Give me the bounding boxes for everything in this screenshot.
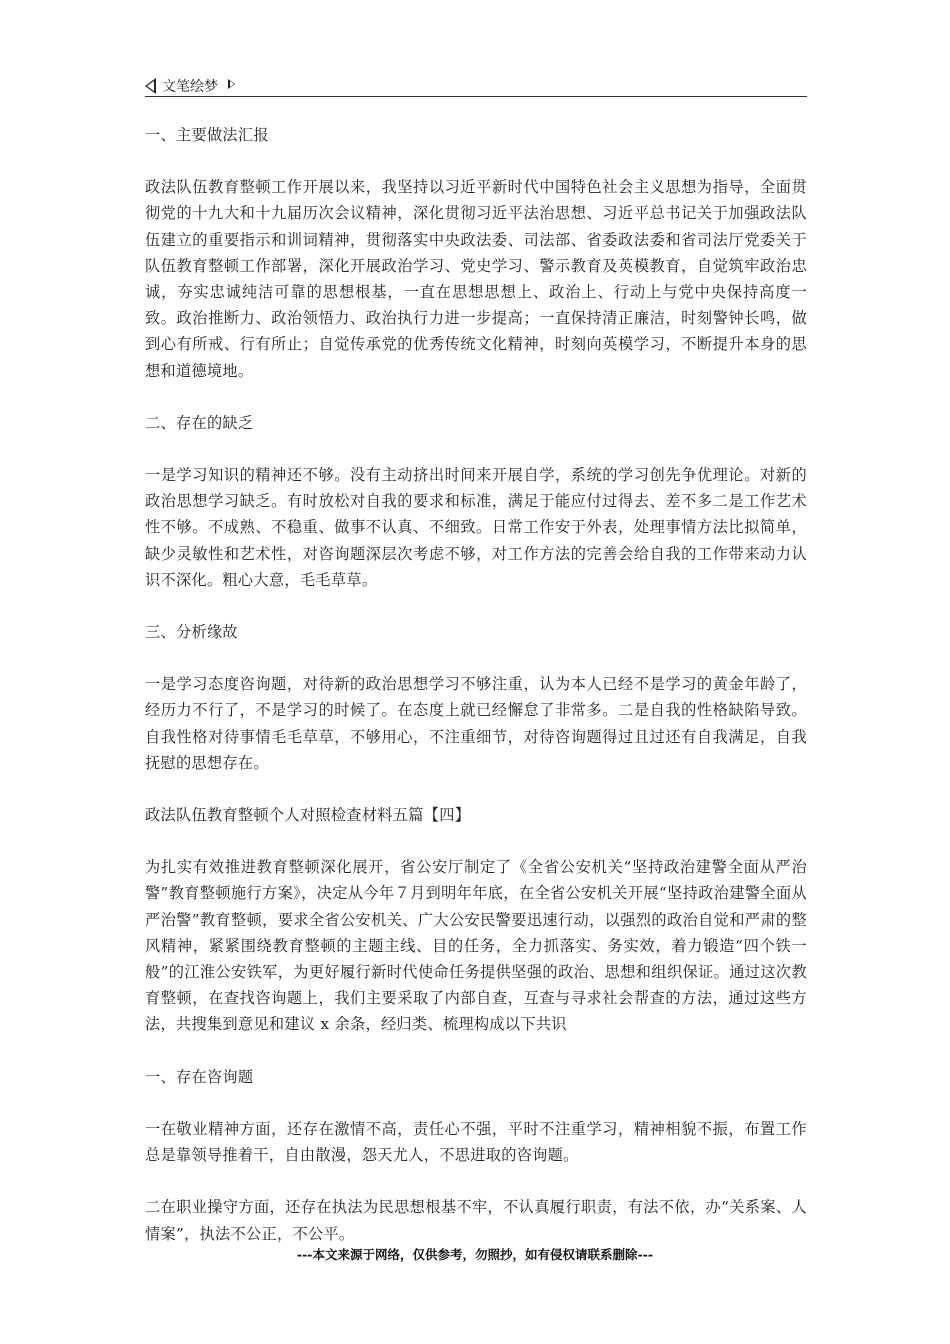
document-body — [145, 122, 807, 1273]
section-heading: 一、存在咨询题 — [145, 1067, 254, 1086]
triangle-right-icon — [228, 79, 235, 89]
page-footer-disclaimer: ---本文来源于网络，仅供参考，勿照抄，如有侵权请联系删除--- — [296, 1247, 654, 1262]
page-header — [145, 74, 807, 97]
brand — [145, 76, 235, 96]
paragraph: 一是学习态度咨询题，对待新的政治思想学习不够注重，认为本人已经不是学习的黄金年龄了，经历力不行了，不是学习的时候了。在态度上就已经懈怠了非常多。二是自我的性格缺陷导致。自我性格对待事情毛毛草草，不够用心，不注重细节，对待咨询题得过且过还有自我满足，自我抚慰的思想存在。 — [145, 675, 807, 772]
triangle-left-icon — [145, 78, 156, 94]
paragraph: 一在敬业精神方面，还存在激情不高，责任心不强，平时不注重学习，精神相貌不振，布置工作总是靠领导推着干，自由散漫，怨天尤人，不思进取的咨询题。 — [145, 1119, 807, 1165]
section-heading: 政法队伍教育整顿个人对照检查材料五篇【四】 — [145, 806, 471, 825]
section-heading: 一、主要做法汇报 — [145, 126, 269, 144]
paragraph: 一是学习知识的精神还不够。没有主动挤出时间来开展自学，系统的学习创先争优理论。对新的政治思想学习缺乏。有时放松对自我的要求和标准，满足于能应付过得去、差不多二是工作艺术性不够。不成熟、不稳重、做事不认真、不细致。日常工作安于外表，处理事情方法比拟简单，缺少灵敏性和艺术性，对咨询题深层次考虑不够，对工作方法的完善会给自我的工作带来动力认识不深化。粗心大意，毛毛草草。 — [145, 466, 807, 589]
paragraph: 二在职业操守方面，还存在执法为民思想根基不牢，不认真履行职责，有法不依，办“关系案、人情案”，执法不公正，不公平。 — [145, 1198, 807, 1243]
paragraph: 政法队伍教育整顿工作开展以来，我坚持以习近平新时代中国特色社会主义思想为指导，全面贯彻党的十九大和十九届历次会议精神，深化贯彻习近平法治思想、习近平总书记关于加强政法队伍建立的重要指示和训词精神，贯彻落实中央政法委、司法部、省委政法委和省司法厅党委关于队伍教育整顿工作部署，深化开展政治学习、党史学习、警示教育及英模教育，自觉筑牢政治忠诚，夯实忠诚纯洁可靠的思想根基，一直在思想思想上、政治上、行动上与党中央保持高度一致。政治推断力、政治领悟力、政治执行力进一步提高；一直保持清正廉洁，时刻警钟长鸣，做到心有所戒、行有所止；自觉传承党的优秀传统文化精神，时刻向英模学习，不断提升本身的思想和道德境地。 — [145, 178, 807, 380]
brand-name: 文笔绘梦 — [162, 79, 218, 95]
section-heading: 二、存在的缺乏 — [145, 413, 254, 432]
paragraph: 为扎实有效推进教育整顿深化展开，省公安厅制定了《全省公安机关“坚持政治建警全面从严治警”教育整顿施行方案》，决定从今年７月到明年年底，在全省公安机关开展“坚持政治建警全面从严治警”教育整顿，要求全省公安机关、广大公安民警要迅速行动，以强烈的政治自觉和严肃的整风精神，紧紧围绕教育整顿的主题主线、目的任务，全力抓落实、务实效，着力锻造“四个铁一般”的江淮公安铁军，为更好履行新时代使命任务提供坚强的政治、思想和组织保证。通过这次教育整顿，在查找咨询题上，我们主要采取了内部自查，互查与寻求社会帮查的方法，通过这些方法，共搜集到意见和建议 x 余条，经归类、梳理构成以下共识 — [145, 858, 807, 1034]
section-heading: 三、分析缘故 — [145, 623, 238, 642]
